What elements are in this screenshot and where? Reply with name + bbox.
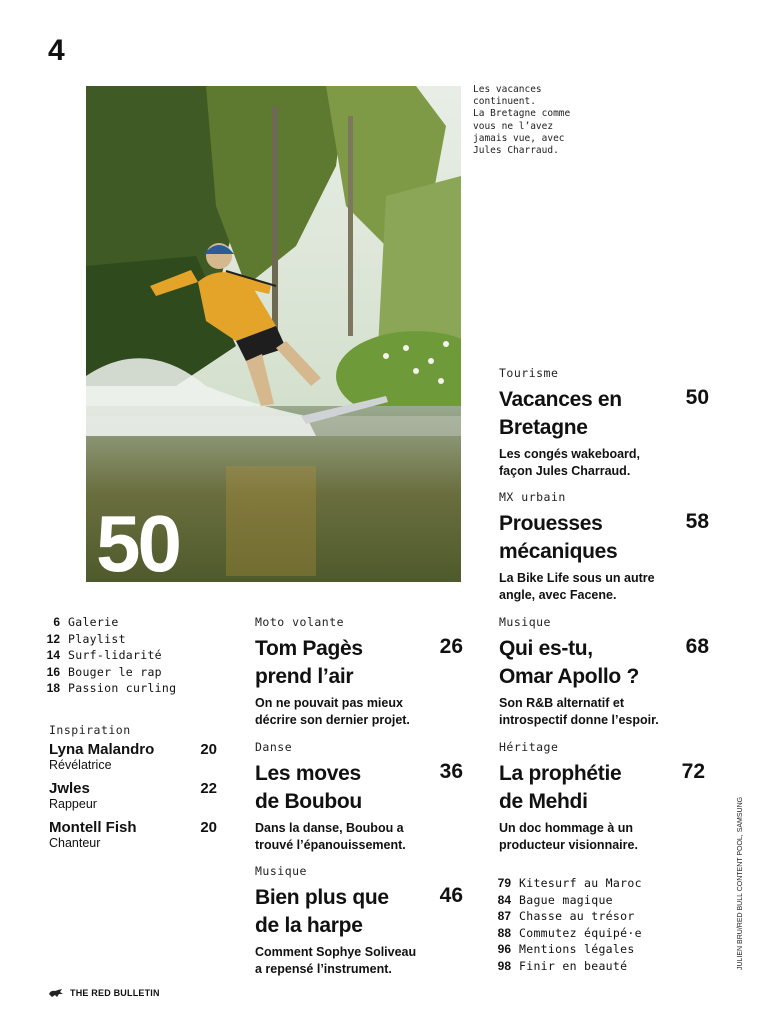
hero-number: 50 bbox=[96, 499, 179, 588]
feature-kicker: Héritage bbox=[499, 740, 559, 754]
feature-kicker: Tourisme bbox=[499, 366, 559, 380]
list-item[interactable]: 87 Chasse au trésor bbox=[497, 909, 635, 923]
photo-credit-text: JULIEN BRU/RED BULL CONTENT POOL, SAMSUNG bbox=[737, 796, 744, 970]
feature-desc-line: On ne pouvait pas mieux bbox=[255, 696, 403, 710]
list-item[interactable]: 84 Bague magique bbox=[497, 892, 613, 907]
hero-caption: Les vacances continuent. La Bretagne comme vous ne l’avez jamais vue, avec Jules Charraud. bbox=[473, 84, 571, 157]
photo-credit bbox=[726, 796, 744, 970]
feature-desc-line: introspectif donne l’espoir. bbox=[499, 713, 659, 727]
feature-title-line: Omar Apollo ? bbox=[499, 665, 639, 688]
feature-title-line: Bien plus que bbox=[255, 886, 389, 909]
brand-name: THE RED BULLETIN bbox=[70, 988, 160, 998]
brand-logo bbox=[48, 988, 160, 998]
list-item[interactable]: 12 Playlist bbox=[46, 631, 126, 646]
person-name: Jwles bbox=[49, 780, 90, 797]
feature-desc-line: Un doc hommage à un bbox=[499, 821, 634, 835]
feature-desc-line: La Bike Life sous un autre bbox=[499, 571, 655, 585]
feature-desc-line: Dans la danse, Boubou a bbox=[255, 821, 404, 835]
feature-title-line: prend l’air bbox=[255, 665, 354, 688]
list-item[interactable]: 6 Galerie bbox=[53, 615, 119, 629]
feature-title-line: Bretagne bbox=[499, 416, 588, 439]
feature-title-line: Les moves bbox=[255, 762, 361, 785]
person-role: Chanteur bbox=[49, 836, 101, 850]
feature-block-mx-urbain[interactable] bbox=[499, 490, 709, 604]
feature-block-tourisme[interactable] bbox=[499, 366, 709, 480]
feature-title-line: La prophétie bbox=[499, 762, 622, 785]
person-role: Rappeur bbox=[49, 797, 97, 811]
feature-desc-line: a repensé l’instrument. bbox=[255, 962, 392, 976]
feature-page-number: 68 bbox=[685, 635, 709, 658]
bull-icon bbox=[48, 988, 64, 998]
person-page-number: 20 bbox=[200, 819, 217, 836]
feature-page-number: 26 bbox=[439, 635, 463, 658]
feature-kicker: Musique bbox=[255, 864, 307, 878]
feature-desc-line: trouvé l’épanouissement. bbox=[255, 838, 406, 852]
feature-title-line: Qui es-tu, bbox=[499, 637, 593, 660]
feature-title-line: Prouesses bbox=[499, 512, 603, 535]
person-page-number: 22 bbox=[200, 780, 217, 797]
person-entry[interactable] bbox=[49, 819, 217, 850]
list-item[interactable]: 79 Kitesurf au Maroc bbox=[497, 876, 642, 890]
feature-block-danse[interactable] bbox=[255, 740, 463, 854]
feature-desc-line: producteur visionnaire. bbox=[499, 838, 638, 852]
feature-page-number: 58 bbox=[685, 510, 709, 533]
feature-page-number: 36 bbox=[439, 760, 463, 783]
page-number: 4 bbox=[48, 34, 65, 67]
short-contents-list bbox=[40, 614, 176, 697]
inspiration-heading: Inspiration bbox=[49, 723, 131, 737]
feature-desc-line: Son R&B alternatif et bbox=[499, 696, 625, 710]
feature-title-line: de Mehdi bbox=[499, 790, 588, 813]
feature-title-line: de Boubou bbox=[255, 790, 362, 813]
feature-desc-line: angle, avec Facene. bbox=[499, 588, 617, 602]
feature-title-line: Vacances en bbox=[499, 388, 622, 411]
person-role: Révélatrice bbox=[49, 758, 112, 772]
feature-block-heritage[interactable] bbox=[499, 740, 705, 854]
list-item[interactable]: 88 Commutez équipé·e bbox=[497, 925, 642, 940]
feature-page-number: 46 bbox=[439, 884, 463, 907]
feature-title-line: mécaniques bbox=[499, 540, 618, 563]
list-item[interactable]: 14 Surf-lidarité bbox=[46, 648, 162, 662]
feature-title-line: de la harpe bbox=[255, 914, 363, 937]
list-item[interactable]: 18 Passion curling bbox=[46, 681, 177, 695]
feature-desc-line: Les congés wakeboard, bbox=[499, 447, 641, 461]
bottom-contents-list bbox=[491, 875, 642, 974]
list-item[interactable]: 98 Finir en beauté bbox=[497, 958, 628, 973]
person-name: Montell Fish bbox=[49, 819, 137, 836]
list-item[interactable]: 16 Bouger le rap bbox=[46, 664, 162, 679]
feature-desc-line: Comment Sophye Soliveau bbox=[255, 945, 417, 959]
feature-kicker: Danse bbox=[255, 740, 293, 754]
feature-page-number: 72 bbox=[681, 760, 705, 783]
feature-block-moto-volante[interactable] bbox=[255, 615, 463, 729]
feature-desc-line: façon Jules Charraud. bbox=[499, 464, 631, 478]
person-page-number: 20 bbox=[200, 741, 217, 758]
feature-desc-line: décrire son dernier projet. bbox=[255, 713, 410, 727]
feature-page-number: 50 bbox=[685, 386, 709, 409]
feature-block-musique-harpe[interactable] bbox=[255, 864, 463, 978]
feature-kicker: Moto volante bbox=[255, 615, 345, 629]
person-name: Lyna Malandro bbox=[49, 741, 155, 758]
feature-kicker: MX urbain bbox=[499, 490, 566, 504]
feature-kicker: Musique bbox=[499, 615, 551, 629]
person-entry[interactable] bbox=[49, 741, 217, 772]
inspiration-section bbox=[49, 723, 217, 850]
feature-title-line: Tom Pagès bbox=[255, 637, 363, 660]
feature-block-musique-omar[interactable] bbox=[499, 615, 709, 729]
person-entry[interactable] bbox=[49, 780, 217, 811]
list-item[interactable]: 96 Mentions légales bbox=[497, 942, 635, 956]
